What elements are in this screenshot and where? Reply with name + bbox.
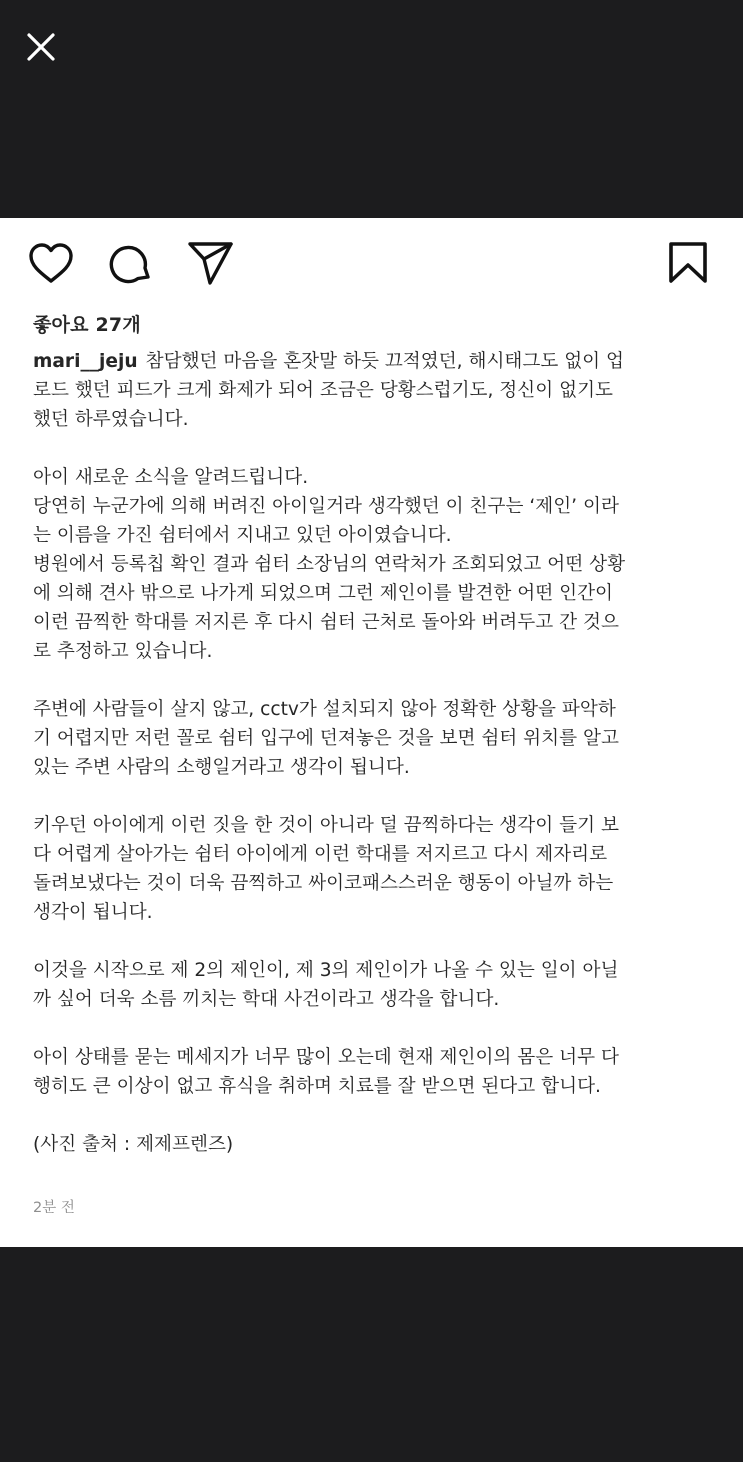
caption-line: (사진 출처 : 제제프렌즈): [33, 1134, 234, 1155]
caption-line: 참담했던 마음을 혼잣말 하듯 끄적였던, 해시태그도 없이 업: [145, 351, 625, 372]
comment-button[interactable]: [107, 240, 155, 288]
username-link[interactable]: mari__jeju: [33, 351, 138, 372]
caption-line: 병원에서 등록칩 확인 결과 쉼터 소장님의 연락처가 조회되었고 어떤 상황: [33, 554, 626, 575]
caption-line: 이것을 시작으로 제 2의 제인이, 제 3의 제인이가 나올 수 있는 일이 아닐: [33, 960, 619, 981]
caption-paragraph: [33, 1043, 713, 1101]
caption-line: 생각이 됩니다.: [33, 902, 153, 923]
post-caption: [33, 347, 713, 1159]
caption-paragraph: [33, 492, 713, 550]
caption-line: 아이 상태를 묻는 메세지가 너무 많이 오는데 현재 제인이의 몸은 너무 다: [33, 1047, 619, 1068]
share-button[interactable]: [186, 240, 234, 288]
caption-intro: [33, 347, 713, 434]
caption-line: 당연히 누군가에 의해 버려진 아이일거라 생각했던 이 친구는 ‘제인’ 이라: [33, 496, 619, 517]
caption-paragraph: [33, 463, 713, 492]
caption-line: 까 싶어 더욱 소름 끼치는 학대 사건이라고 생각을 합니다.: [33, 989, 500, 1010]
caption-line: 했던 하루였습니다.: [33, 409, 189, 430]
caption-line: 에 의해 견사 밖으로 나가게 되었으며 그런 제인이를 발견한 어떤 인간이: [33, 583, 613, 604]
caption-line: 아이 새로운 소식을 알려드립니다.: [33, 467, 309, 488]
caption-paragraph: [33, 550, 713, 666]
close-icon: [22, 28, 60, 66]
caption-paragraph: [33, 695, 713, 782]
save-button[interactable]: [664, 240, 712, 288]
caption-line: 주변에 사람들이 살지 않고, cctv가 설치되지 않아 정확한 상황을 파악하: [33, 699, 616, 720]
heart-icon: [27, 240, 75, 288]
viewer-bottom-bar: [0, 1247, 743, 1462]
caption-paragraph: [33, 956, 713, 1014]
post-timestamp: 2분 전: [33, 1200, 75, 1216]
caption-line: 키우던 아이에게 이런 짓을 한 것이 아니라 덜 끔찍하다는 생각이 들기 보: [33, 815, 619, 836]
post-action-bar: [0, 218, 743, 308]
caption-line: 있는 주변 사람의 소행일거라고 생각이 됩니다.: [33, 757, 410, 778]
post-card: [0, 218, 743, 1247]
likes-count[interactable]: 좋아요 27개: [33, 314, 141, 336]
like-button[interactable]: [27, 240, 75, 288]
caption-line: 행히도 큰 이상이 없고 휴식을 취하며 치료를 잘 받으면 된다고 합니다.: [33, 1076, 601, 1097]
caption-paragraph: [33, 1130, 713, 1159]
caption-line: 다 어렵게 살아가는 쉼터 아이에게 이런 학대를 저지르고 다시 제자리로: [33, 844, 608, 865]
caption-line: 로드 했던 피드가 크게 화제가 되어 조금은 당황스럽기도, 정신이 없기도: [33, 380, 613, 401]
close-button[interactable]: [22, 28, 60, 66]
caption-line: 기 어렵지만 저런 꼴로 쉼터 입구에 던져놓은 것을 보면 쉼터 위치를 알고: [33, 728, 619, 749]
caption-line: 는 이름을 가진 쉼터에서 지내고 있던 아이였습니다.: [33, 525, 452, 546]
viewer-top-bar: [0, 0, 743, 218]
caption-line: 이런 끔찍한 학대를 저지른 후 다시 쉼터 근처로 돌아와 버려두고 간 것으: [33, 612, 619, 633]
caption-paragraph: [33, 811, 713, 927]
caption-line: 로 추정하고 있습니다.: [33, 641, 213, 662]
caption-line: 돌려보냈다는 것이 더욱 끔찍하고 싸이코패스스러운 행동이 아닐까 하는: [33, 873, 614, 894]
comment-icon: [107, 240, 155, 288]
send-icon: [186, 240, 234, 288]
bookmark-icon: [664, 240, 712, 288]
